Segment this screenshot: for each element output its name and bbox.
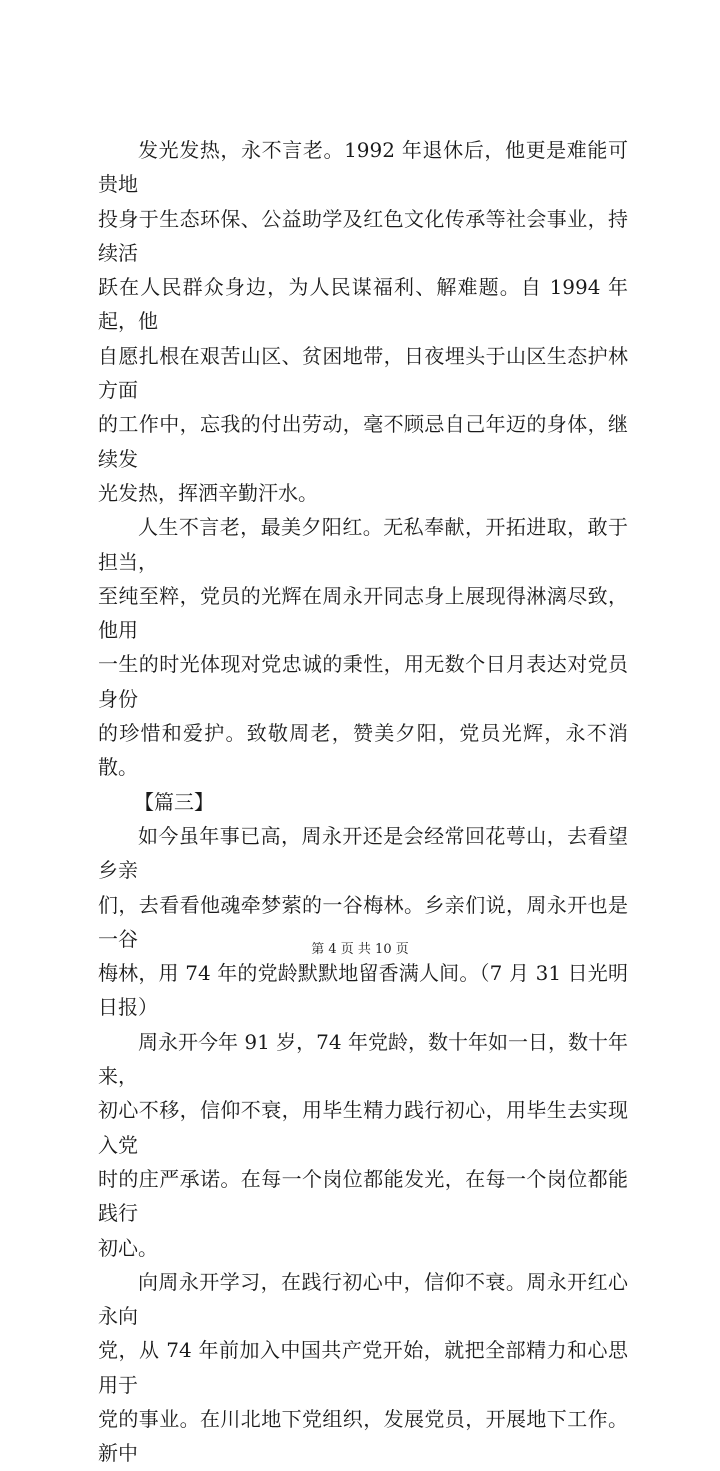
text-line: 自愿扎根在艰苦山区、贫困地带，日夜埋头于山区生态护林方面 <box>98 343 628 403</box>
text-line: 初心不移，信仰不衰，用毕生精力践行初心，用毕生去实现入党 <box>98 1098 628 1157</box>
page-number-footer: 第 4 页 共 10 页 <box>311 942 409 957</box>
text-line: 党的事业。在川北地下党组织，发展党员，开展地下工作。新中 <box>98 1406 628 1466</box>
text-line: 投身于生态环保、公益助学及红色文化传承等社会事业，持续活 <box>98 206 628 265</box>
paragraph-2 <box>98 510 628 784</box>
text-line: 一生的时光体现对党忠诚的秉性，用无数个日月表达对党员身份 <box>98 652 628 711</box>
text-line: 光发热，挥洒辛勤汗水。 <box>98 480 318 505</box>
paragraph-5 <box>98 1265 628 1471</box>
text-line: 向周永开学习，在践行初心中，信仰不衰。周永开红心永向 <box>98 1269 628 1329</box>
text-line: 跃在人民群众身边，为人民谋福利、解难题。自 1994 年起，他 <box>98 275 628 334</box>
text-line: 的珍惜和爱护。致敬周老，赞美夕阳，党员光辉，永不消散。 <box>98 721 628 780</box>
paragraph-3 <box>98 819 628 1025</box>
text-line: 的工作中，忘我的付出劳动，毫不顾忌自己年迈的身体，继续发 <box>98 412 628 471</box>
text-line: 发光发热，永不言老。1992 年退休后，他更是难能可贵地 <box>98 138 628 197</box>
text-line: 们，去看看他魂牵梦萦的一谷梅林。乡亲们说，周永开也是一谷 <box>98 892 628 951</box>
document-body <box>98 133 628 1471</box>
text-line: 至纯至粹，党员的光辉在周永开同志身上展现得淋漓尽致，他用 <box>98 583 628 643</box>
text-line: 时的庄严承诺。在每一个岗位都能发光，在每一个岗位都能践行 <box>98 1166 628 1226</box>
text-line: 如今虽年事已高，周永开还是会经常回花萼山，去看望乡亲 <box>98 823 628 883</box>
paragraph-1 <box>98 133 628 510</box>
text-line: 周永开今年 91 岁，74 年党龄，数十年如一日，数十年来， <box>98 1029 628 1089</box>
text-line: 梅林，用 74 年的党龄默默地留香满人间。（7 月 31 日光明日报） <box>98 961 628 1020</box>
section-heading: 【篇三】 <box>134 789 214 814</box>
paragraph-4 <box>98 1025 628 1265</box>
text-line: 党，从 74 年前加入中国共产党开始，就把全部精力和心思用于 <box>98 1338 628 1397</box>
text-line: 人生不言老，最美夕阳红。无私奉献，开拓进取，敢于担当， <box>98 515 628 574</box>
text-line: 初心。 <box>98 1235 158 1260</box>
